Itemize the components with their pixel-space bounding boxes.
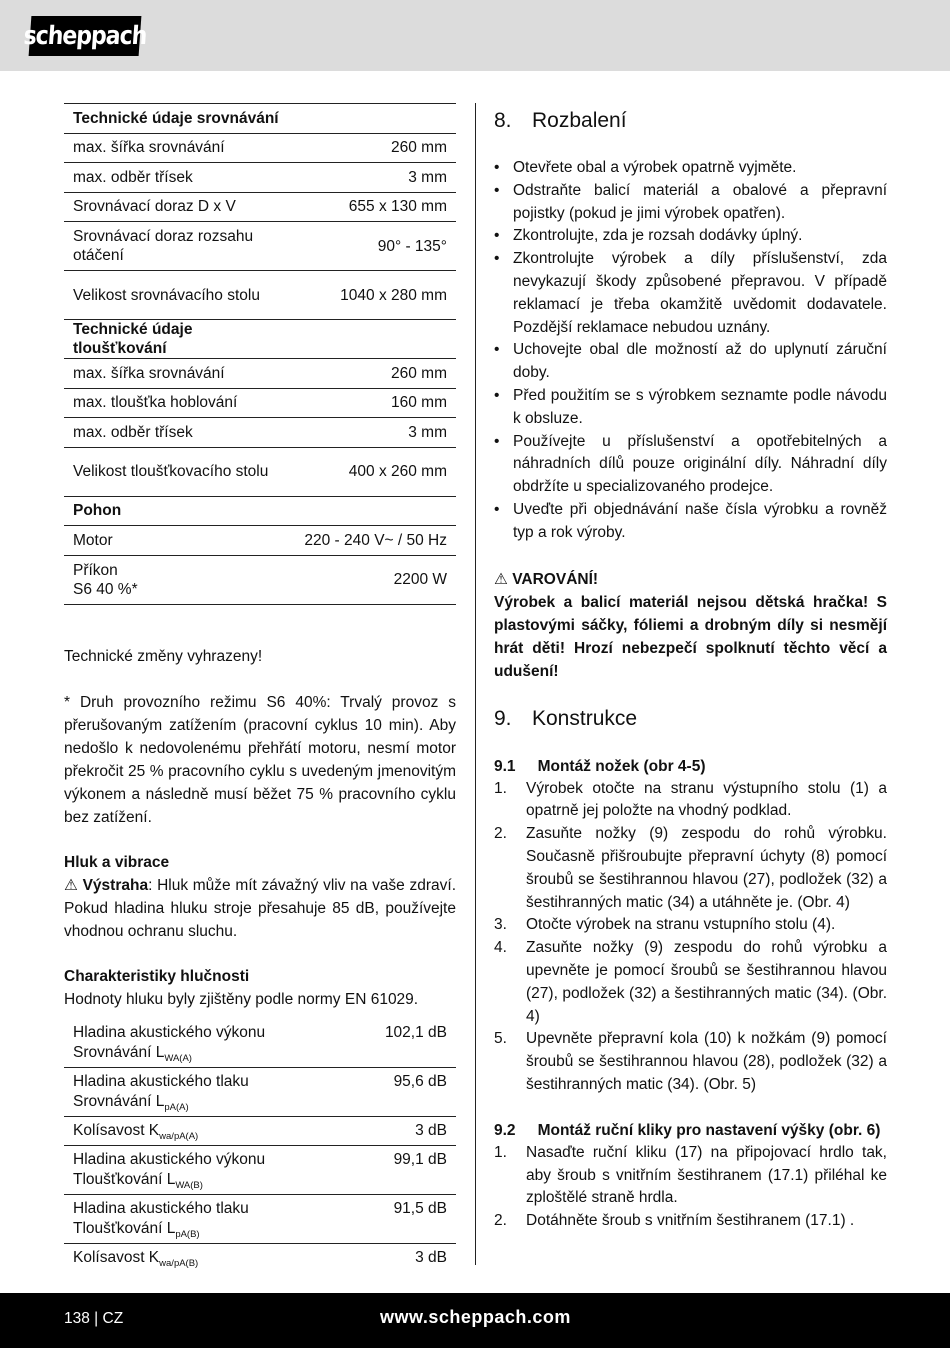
noise-value: 3 dB (415, 1249, 447, 1266)
table-section-header (64, 104, 456, 134)
spec-label: Technické údaje tloušťkování (64, 320, 291, 359)
list-item: • Zkontrolujte, zda je rozsah dodávky úplný. (494, 225, 887, 248)
technical-changes-note: Technické změny vyhrazeny! (64, 647, 263, 665)
noise-values-table (64, 1019, 456, 1273)
spec-label: Srovnávací doraz D x V (64, 192, 291, 222)
noise-subscript: WA(B) (175, 1180, 203, 1191)
crank-assembly-steps (494, 1142, 887, 1233)
step-item (494, 914, 887, 937)
noise-subscript: pA(B) (175, 1229, 200, 1240)
page-number: 138 | CZ (64, 1310, 124, 1327)
noise-row (64, 1146, 456, 1195)
spec-label: max. tloušťka hoblování (64, 388, 291, 418)
noise-subscript: wa/pA(A) (159, 1131, 199, 1142)
spec-label: max. šířka srovnávání (64, 359, 291, 389)
section-8-heading: 8. Rozbalení (494, 109, 627, 132)
noise-label-line2: Tloušťkování L (73, 1171, 176, 1188)
table-row (64, 526, 456, 556)
table-row (64, 222, 456, 271)
spec-value: 260 mm (291, 133, 456, 163)
list-item: • Odstraňte balicí materiál a obalové a přepravní pojistky (pokud je jimi výrobek opatřen). (494, 180, 887, 226)
child-warning-body: Výrobek a balicí materiál nejsou dětská hračka! S plastovými sáčky, fóliemi a drobným díly si nesmějí hrát děti! Hrozí nebezpečí spolknutí těchto věcí a udušení! (494, 593, 887, 680)
step-number: 2. (494, 1212, 507, 1230)
legs-assembly-steps (494, 778, 887, 1097)
spec-label: Technické údaje srovnávání (64, 104, 291, 134)
warning-triangle-icon: ⚠ (64, 876, 78, 894)
noise-value: 99,1 dB (348, 1146, 456, 1195)
spec-value (291, 496, 456, 526)
spec-label: Srovnávací doraz rozsahu otáčení (64, 222, 291, 271)
spec-value: 90° - 135° (291, 222, 456, 271)
table-row (64, 447, 456, 496)
step-item (494, 778, 887, 824)
technical-data-table (64, 103, 456, 605)
table-row (64, 359, 456, 389)
noise-subscript: WA(A) (164, 1052, 192, 1064)
step-text: Nasaďte ruční kliku (17) na připojovací hrdlo tak, aby šroub s vnitřním šestihranem (17.1) přiléhal ke zploštělé straně hrdla. (526, 1143, 887, 1207)
table-row (64, 555, 456, 604)
list-item: • Před použitím se s výrobkem seznamte podle návodu k obsluze. (494, 385, 887, 431)
noise-label (64, 1244, 348, 1273)
spec-value: 220 - 240 V~ / 50 Hz (291, 526, 456, 556)
noise-characteristics-heading: Charakteristiky hlučnosti (64, 967, 250, 985)
noise-label-line1: Hladina akustického výkonu (73, 1151, 266, 1168)
spec-value (291, 320, 456, 359)
list-item: • Zkontrolujte výrobek a díly příslušenství, zda nevykazují škody způsobené přepravou. V případě reklamací je třeba okamžitě uvědomit dodavatele. Pozdější reklamace nebudou uznány. (494, 248, 887, 339)
step-number: 1. (494, 779, 507, 797)
noise-label-line2: Srovnávání L (73, 1093, 165, 1110)
spec-value: 1040 x 280 mm (291, 271, 456, 320)
header-band (0, 0, 950, 71)
table-row (64, 271, 456, 320)
spec-label: Pohon (64, 496, 291, 526)
noise-label (64, 1195, 348, 1244)
left-column (64, 103, 456, 1273)
noise-row (64, 1195, 456, 1244)
spec-label: max. odběr třísek (64, 163, 291, 193)
spec-value: 260 mm (291, 359, 456, 389)
noise-subscript: wa/pA(B) (159, 1258, 199, 1269)
noise-label-line1: Hladina akustického výkonu (73, 1023, 266, 1041)
spec-label: Velikost srovnávacího stolu (64, 271, 291, 320)
list-item: • Uveďte při objednávání naše čísla výrobku a rovněž typ a rok výroby. (494, 499, 887, 545)
spec-label: max. šířka srovnávání (64, 133, 291, 163)
noise-label-line2: Tloušťkování L (73, 1220, 176, 1237)
noise-label-line1: Hladina akustického tlaku (73, 1200, 249, 1217)
noise-value: 3 dB (348, 1117, 456, 1146)
spec-value: 160 mm (291, 388, 456, 418)
table-row (64, 418, 456, 448)
noise-label-line1: Kolísavost K (73, 1122, 160, 1139)
step-text: Zasuňte nožky (9) zespodu do rohů výrobku. Současně přišroubujte přepravní úchyty (8) pomocí šroubů se šestihrannou hlavou (27), podložek (32) a šestihranných matic (34) a utáhněte je. (Obr. 4) (526, 825, 887, 911)
noise-value: 95,6 dB (348, 1068, 456, 1117)
noise-label (64, 1068, 348, 1117)
spec-value: 2200 W (291, 555, 456, 604)
noise-warning-paragraph (64, 874, 456, 943)
table-section-header (64, 320, 456, 359)
spec-label: max. odběr třísek (64, 418, 291, 448)
step-text: Otočte výrobek na stranu vstupního stolu (4). (526, 916, 836, 934)
table-section-header (64, 496, 456, 526)
scheppach-logo: scheppach (29, 16, 142, 56)
step-text: Upevněte přepravní kola (10) k nožkám (9) pomocí šroubů se šestihrannou hlavou (28), podložek (32) a šestihranných matic (34). (Obr. 5) (526, 1030, 887, 1093)
spec-value: 655 x 130 mm (291, 192, 456, 222)
step-item (494, 1210, 887, 1233)
step-number: 4. (494, 939, 507, 957)
noise-value: 91,5 dB (348, 1195, 456, 1244)
spec-value (291, 104, 456, 134)
spec-value: 400 x 260 mm (291, 447, 456, 496)
step-text: Zasuňte nožky (9) zespodu do rohů výrobku a upevněte je pomocí šroubů se šestihrannou hlavou (27), podložek (32) a šestihranných matic (34). (Obr. 4) (526, 939, 887, 1025)
spec-label: Příkon S6 40 %* (64, 555, 291, 604)
list-item: • Uchovejte obal dle možností až do uplynutí záruční doby. (494, 339, 887, 385)
step-number: 5. (494, 1030, 507, 1048)
table-row (64, 163, 456, 193)
spec-value: 3 mm (291, 163, 456, 193)
child-warning-title: ⚠ VAROVÁNÍ! (494, 568, 887, 591)
noise-label (64, 1019, 348, 1068)
step-item (494, 1142, 887, 1210)
column-divider (475, 103, 476, 1265)
spec-label: Motor (64, 526, 291, 556)
warning-label: Výstraha (82, 876, 149, 894)
footer-bar (0, 1293, 950, 1348)
table-row (64, 388, 456, 418)
unpacking-list (494, 157, 887, 545)
noise-vibration-heading: Hluk a vibrace (64, 853, 170, 871)
noise-characteristics-text: Hodnoty hluku byly zjištěny podle normy EN 61029. (64, 990, 419, 1008)
noise-row (64, 1244, 456, 1273)
noise-row (64, 1068, 456, 1117)
noise-label (64, 1117, 348, 1146)
noise-label-line1: Hladina akustického tlaku (73, 1073, 249, 1090)
step-item (494, 937, 887, 1028)
subsection-9-1-heading: 9.1 Montáž nožek (obr 4-5) (494, 757, 706, 775)
table-row (64, 133, 456, 163)
noise-value: 102,1 dB (348, 1019, 456, 1068)
step-text: Výrobek otočte na stranu výstupního stolu (1) a opatrně jej položte na vhodný podklad. (526, 779, 887, 820)
noise-label-line1: Kolísavost K (73, 1249, 160, 1266)
spec-label: Velikost tloušťkovacího stolu (64, 447, 291, 496)
step-item (494, 823, 887, 914)
noise-row (64, 1117, 456, 1146)
section-9-heading: 9. Konstrukce (494, 706, 638, 730)
website-url: www.scheppach.com (380, 1307, 571, 1327)
list-item: • Otevřete obal a výrobek opatrně vyjměte. (494, 157, 887, 180)
step-text: Dotáhněte šroub s vnitřním šestihranem (17.1) . (526, 1212, 855, 1230)
step-number: 3. (494, 916, 507, 934)
spec-value: 3 mm (291, 418, 456, 448)
right-column (494, 103, 887, 1233)
table-row (64, 192, 456, 222)
list-item: • Používejte u příslušenství a opotřebitelných a náhradních dílů pouze originální díly. Náhradní díly obdržíte u specializovaného prodejce. (494, 431, 887, 499)
step-number: 2. (494, 825, 507, 843)
noise-label-line2: Srovnávání L (73, 1043, 165, 1061)
operating-mode-footnote: * Druh provozního režimu S6 40%: Trvalý provoz s přerušovaným zatížením (pracovní cyklus 10 min). Aby nedošlo k nedovolenému přehřátí motoru, nesmí motor překročit 25 % pracovního cyklu s uvedeným jmenovitým výkonem a následně musí běžet 75 % pracovního cyklu bez zatížení. (64, 693, 456, 826)
noise-label (64, 1146, 348, 1195)
step-item (494, 1028, 887, 1096)
warning-text: : Hluk může mít závažný vliv na vaše zdraví. Pokud hladina hluku stroje přesahuje 85 dB, používejte vhodnou ochranu sluchu. (64, 876, 457, 940)
noise-row (64, 1019, 456, 1068)
noise-subscript: pA(A) (164, 1102, 189, 1113)
subsection-9-2-heading: 9.2 Montáž ruční kliky pro nastavení výšky (obr. 6) (494, 1121, 881, 1139)
warning-triangle-icon: ⚠ (494, 570, 508, 588)
step-number: 1. (494, 1143, 507, 1161)
